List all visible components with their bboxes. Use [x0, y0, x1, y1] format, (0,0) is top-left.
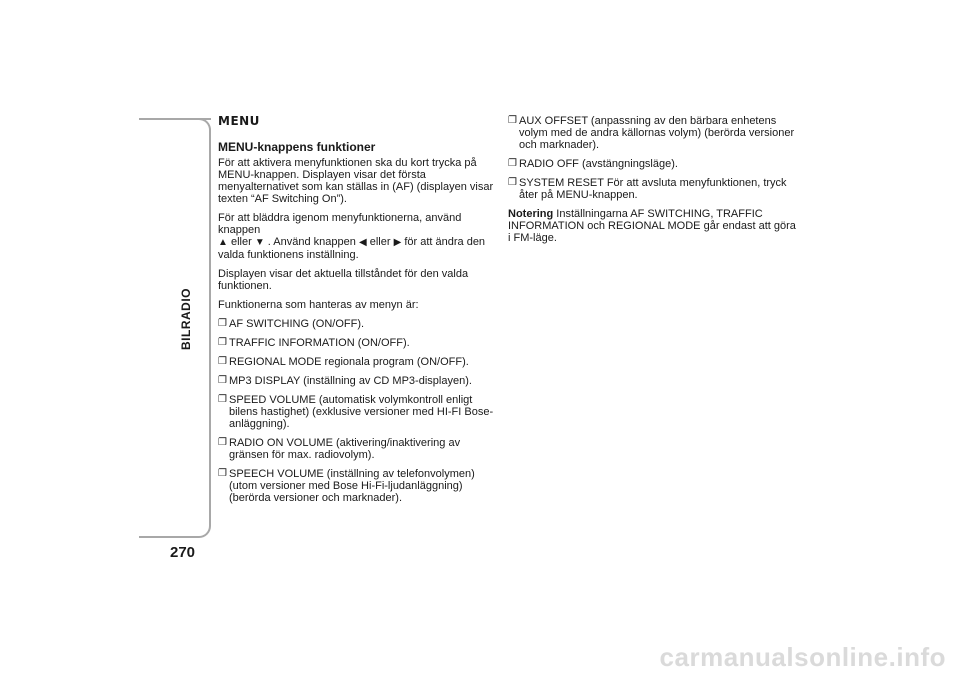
list-item-text: RADIO ON VOLUME (aktivering/inaktivering av gränsen för max. radiovolym).	[229, 437, 461, 461]
navigate-text-e: för att ändra den valda funktionens inställning.	[218, 236, 486, 261]
paragraph-navigate	[218, 212, 500, 261]
page-number: 270	[170, 544, 196, 561]
list-item-text: SYSTEM RESET För att avsluta menyfunktionen, tryck åter på MENU-knappen.	[519, 177, 787, 201]
list-item	[218, 337, 500, 349]
arrow-up-icon: ▲	[218, 237, 228, 248]
list-item	[218, 437, 500, 461]
navigate-text-b: eller	[230, 236, 252, 248]
checkbox-square-icon: ❐	[218, 356, 227, 367]
left-column	[218, 115, 500, 511]
list-item-text: MP3 DISPLAY (inställning av CD MP3-displayen).	[229, 375, 472, 387]
subheading: MENU-knappens funktioner	[218, 140, 376, 154]
checkbox-square-icon: ❐	[218, 337, 227, 348]
list-item	[508, 177, 798, 201]
note-text: Inställningarna AF SWITCHING, TRAFFIC INFORMATION och REGIONAL MODE går endast att göra i FM-läge.	[508, 208, 796, 244]
paragraph-functions-intro: Funktionerna som hanteras av menyn är:	[218, 299, 419, 311]
paragraph-activate: För att aktivera menyfunktionen ska du kort trycka på MENU-knappen. Displayen visar det första menyalternativet som kan ställas in (AF) (displayen visar texten “AF Switching On”).	[218, 157, 494, 205]
navigate-text-c: . Använd knappen	[267, 236, 356, 248]
list-item	[218, 318, 500, 330]
navigate-text-a: För att bläddra igenom menyfunktionerna, använd knappen	[218, 212, 462, 236]
arrow-right-icon: ▶	[393, 237, 402, 248]
list-item	[218, 375, 500, 387]
list-item	[508, 158, 798, 170]
list-item	[218, 394, 500, 430]
checkbox-square-icon: ❐	[508, 115, 517, 126]
list-item-text: RADIO OFF (avstängningsläge).	[519, 158, 678, 170]
list-item-text: REGIONAL MODE regionala program (ON/OFF).	[229, 356, 469, 368]
list-item-text: AUX OFFSET (anpassning av den bärbara enhetens volym med de andra källornas volym) (berörda versioner och marknader).	[519, 115, 795, 151]
section-heading: MENU	[218, 114, 260, 128]
checkbox-square-icon: ❐	[218, 318, 227, 329]
page-margin-rule	[139, 118, 211, 120]
section-label: BILRADIO	[179, 288, 193, 350]
list-item	[218, 468, 500, 504]
note-label: Notering	[508, 208, 554, 220]
list-item-text: TRAFFIC INFORMATION (ON/OFF).	[229, 337, 410, 349]
arrow-down-icon: ▼	[254, 237, 265, 248]
list-item-text: SPEED VOLUME (automatisk volymkontroll enligt bilens hastighet) (exklusive versioner med HI-FI Bose-anläggning).	[229, 394, 494, 430]
checkbox-square-icon: ❐	[508, 158, 517, 169]
list-item	[218, 356, 500, 368]
list-item-text: AF SWITCHING (ON/OFF).	[229, 318, 365, 330]
list-item-text: SPEECH VOLUME (inställning av telefonvolymen) (utom versioner med Bose Hi-Fi-ljudanläggning) (berörda versioner och marknader).	[229, 468, 475, 504]
paragraph-display-state: Displayen visar det aktuella tillståndet för den valda funktionen.	[218, 268, 469, 292]
right-column	[508, 115, 798, 251]
note-paragraph	[508, 208, 798, 244]
arrow-left-icon: ◀	[358, 237, 367, 248]
checkbox-square-icon: ❐	[508, 177, 517, 188]
checkbox-square-icon: ❐	[218, 437, 227, 448]
page-margin-frame	[139, 118, 211, 538]
watermark: carmanualsonline.info	[659, 642, 946, 672]
checkbox-square-icon: ❐	[218, 375, 227, 386]
checkbox-square-icon: ❐	[218, 394, 227, 405]
checkbox-square-icon: ❐	[218, 468, 227, 479]
list-item	[508, 115, 798, 151]
navigate-text-d: eller	[369, 236, 391, 248]
